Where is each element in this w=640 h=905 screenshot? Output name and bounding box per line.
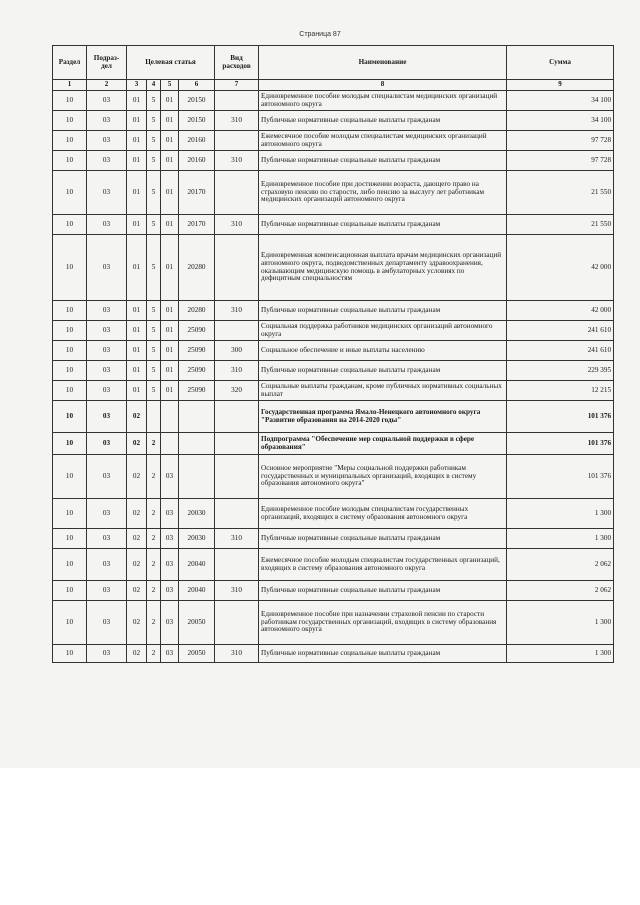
name-cell: Публичные нормативные социальные выплаты гражданам <box>259 361 507 381</box>
header-vid-rashodov: Вид расходов <box>215 46 259 80</box>
direction-code-cell <box>179 455 215 499</box>
column-number: 7 <box>215 80 259 91</box>
sum-cell: 2 062 <box>507 549 614 581</box>
razdel-cell: 10 <box>53 321 87 341</box>
direction-code-cell: 20150 <box>179 91 215 111</box>
table-row <box>53 581 614 601</box>
razdel-cell: 10 <box>53 235 87 301</box>
header-podrazdel: Подраз-дел <box>87 46 127 80</box>
table-row <box>53 455 614 499</box>
direction-code-cell: 20050 <box>179 601 215 645</box>
subprogram-code-cell <box>147 401 161 433</box>
column-number-row <box>53 80 614 91</box>
name-cell: Единовременное пособие при назначении страховой пенсии по старости работникам государственных организаций, входящих в систему образования автономного округа <box>259 601 507 645</box>
podrazdel-cell: 03 <box>87 433 127 455</box>
column-number: 9 <box>507 80 614 91</box>
podrazdel-cell: 03 <box>87 601 127 645</box>
name-cell: Единовременная компенсационная выплата врачам медицинских организаций автономного округа, подведомственных департаменту здравоохранения, оказывающим медицинскую помощь в амбулаторных условиях по дефицитным специальностям <box>259 235 507 301</box>
program-code-cell: 01 <box>127 215 147 235</box>
razdel-cell: 10 <box>53 381 87 401</box>
column-number: 6 <box>179 80 215 91</box>
subprogram-code-cell: 5 <box>147 111 161 131</box>
event-code-cell: 01 <box>161 91 179 111</box>
sum-cell: 34 100 <box>507 111 614 131</box>
event-code-cell: 03 <box>161 645 179 663</box>
subprogram-code-cell: 2 <box>147 455 161 499</box>
direction-code-cell: 20040 <box>179 581 215 601</box>
direction-code-cell: 25090 <box>179 341 215 361</box>
direction-code-cell: 20150 <box>179 111 215 131</box>
subprogram-code-cell: 2 <box>147 601 161 645</box>
page-number: Страница 87 <box>299 31 341 38</box>
podrazdel-cell: 03 <box>87 529 127 549</box>
budget-table <box>52 45 614 663</box>
razdel-cell: 10 <box>53 529 87 549</box>
direction-code-cell: 20160 <box>179 131 215 151</box>
sum-cell: 12 215 <box>507 381 614 401</box>
name-cell: Публичные нормативные социальные выплаты гражданам <box>259 645 507 663</box>
razdel-cell: 10 <box>53 91 87 111</box>
sum-cell: 1 300 <box>507 601 614 645</box>
program-code-cell: 01 <box>127 151 147 171</box>
program-code-cell: 02 <box>127 549 147 581</box>
table-row <box>53 433 614 455</box>
subprogram-code-cell: 2 <box>147 549 161 581</box>
name-cell: Социальные выплаты гражданам, кроме публичных нормативных социальных выплат <box>259 381 507 401</box>
column-number: 2 <box>87 80 127 91</box>
expense-type-cell: 310 <box>215 301 259 321</box>
event-code-cell: 01 <box>161 131 179 151</box>
subprogram-code-cell: 5 <box>147 321 161 341</box>
expense-type-cell: 310 <box>215 529 259 549</box>
name-cell: Единовременное пособие молодым специалистам медицинских организаций автономного округа <box>259 91 507 111</box>
event-code-cell: 03 <box>161 601 179 645</box>
event-code-cell: 01 <box>161 151 179 171</box>
table-row <box>53 529 614 549</box>
direction-code-cell: 25090 <box>179 321 215 341</box>
event-code-cell: 03 <box>161 499 179 529</box>
expense-type-cell <box>215 171 259 215</box>
program-code-cell: 02 <box>127 601 147 645</box>
table-row <box>53 235 614 301</box>
razdel-cell: 10 <box>53 301 87 321</box>
table-row <box>53 301 614 321</box>
razdel-cell: 10 <box>53 361 87 381</box>
name-cell: Публичные нормативные социальные выплаты гражданам <box>259 581 507 601</box>
sum-cell: 97 728 <box>507 131 614 151</box>
sum-cell: 241 610 <box>507 321 614 341</box>
podrazdel-cell: 03 <box>87 455 127 499</box>
subprogram-code-cell: 2 <box>147 433 161 455</box>
name-cell: Подпрограмма "Обеспечение мер социальной поддержки в сфере образования" <box>259 433 507 455</box>
subprogram-code-cell: 5 <box>147 151 161 171</box>
expense-type-cell <box>215 499 259 529</box>
razdel-cell: 10 <box>53 433 87 455</box>
event-code-cell: 01 <box>161 321 179 341</box>
program-code-cell: 01 <box>127 235 147 301</box>
column-number: 4 <box>147 80 161 91</box>
razdel-cell: 10 <box>53 455 87 499</box>
expense-type-cell: 300 <box>215 341 259 361</box>
expense-type-cell: 320 <box>215 381 259 401</box>
sum-cell: 2 062 <box>507 581 614 601</box>
subprogram-code-cell: 5 <box>147 131 161 151</box>
direction-code-cell: 20050 <box>179 645 215 663</box>
expense-type-cell: 310 <box>215 215 259 235</box>
table-row <box>53 151 614 171</box>
event-code-cell: 03 <box>161 581 179 601</box>
subprogram-code-cell: 2 <box>147 529 161 549</box>
event-code-cell <box>161 401 179 433</box>
expense-type-cell: 310 <box>215 581 259 601</box>
name-cell: Публичные нормативные социальные выплаты гражданам <box>259 529 507 549</box>
podrazdel-cell: 03 <box>87 499 127 529</box>
table-row <box>53 381 614 401</box>
name-cell: Ежемесячное пособие молодым специалистам медицинских организаций автономного округа <box>259 131 507 151</box>
direction-code-cell: 20170 <box>179 215 215 235</box>
razdel-cell: 10 <box>53 215 87 235</box>
table-row <box>53 91 614 111</box>
name-cell: Социальное обеспечение и иные выплаты населению <box>259 341 507 361</box>
table-row <box>53 645 614 663</box>
podrazdel-cell: 03 <box>87 235 127 301</box>
expense-type-cell: 310 <box>215 151 259 171</box>
program-code-cell: 01 <box>127 131 147 151</box>
podrazdel-cell: 03 <box>87 381 127 401</box>
razdel-cell: 10 <box>53 645 87 663</box>
podrazdel-cell: 03 <box>87 341 127 361</box>
direction-code-cell: 25090 <box>179 381 215 401</box>
expense-type-cell <box>215 131 259 151</box>
razdel-cell: 10 <box>53 549 87 581</box>
name-cell: Единовременное пособие при достижении возраста, дающего право на страховую пенсию по старости, либо пенсию за выслугу лет работникам медицинских организаций автономного округа <box>259 171 507 215</box>
sum-cell: 21 550 <box>507 215 614 235</box>
program-code-cell: 01 <box>127 321 147 341</box>
direction-code-cell: 25090 <box>179 361 215 381</box>
event-code-cell: 01 <box>161 235 179 301</box>
column-number: 1 <box>53 80 87 91</box>
program-code-cell: 01 <box>127 301 147 321</box>
event-code-cell: 01 <box>161 111 179 131</box>
subprogram-code-cell: 2 <box>147 581 161 601</box>
table-row <box>53 321 614 341</box>
table-row <box>53 601 614 645</box>
sum-cell: 1 300 <box>507 529 614 549</box>
podrazdel-cell: 03 <box>87 171 127 215</box>
podrazdel-cell: 03 <box>87 301 127 321</box>
razdel-cell: 10 <box>53 151 87 171</box>
program-code-cell: 02 <box>127 455 147 499</box>
podrazdel-cell: 03 <box>87 215 127 235</box>
subprogram-code-cell: 5 <box>147 91 161 111</box>
event-code-cell <box>161 433 179 455</box>
expense-type-cell <box>215 433 259 455</box>
program-code-cell: 01 <box>127 171 147 215</box>
sum-cell: 101 376 <box>507 401 614 433</box>
razdel-cell: 10 <box>53 499 87 529</box>
razdel-cell: 10 <box>53 341 87 361</box>
sum-cell: 1 300 <box>507 499 614 529</box>
event-code-cell: 03 <box>161 529 179 549</box>
table-row <box>53 111 614 131</box>
program-code-cell: 02 <box>127 499 147 529</box>
podrazdel-cell: 03 <box>87 401 127 433</box>
podrazdel-cell: 03 <box>87 549 127 581</box>
direction-code-cell: 20280 <box>179 301 215 321</box>
subprogram-code-cell: 2 <box>147 499 161 529</box>
sum-cell: 1 300 <box>507 645 614 663</box>
column-number: 5 <box>161 80 179 91</box>
program-code-cell: 02 <box>127 401 147 433</box>
name-cell: Государственная программа Ямало-Ненецкого автономного округа "Развитие образования на 2014-2020 годы" <box>259 401 507 433</box>
program-code-cell: 01 <box>127 91 147 111</box>
sum-cell: 34 100 <box>507 91 614 111</box>
program-code-cell: 01 <box>127 111 147 131</box>
subprogram-code-cell: 2 <box>147 645 161 663</box>
subprogram-code-cell: 5 <box>147 381 161 401</box>
expense-type-cell <box>215 91 259 111</box>
podrazdel-cell: 03 <box>87 111 127 131</box>
expense-type-cell <box>215 601 259 645</box>
table-row <box>53 341 614 361</box>
direction-code-cell: 20160 <box>179 151 215 171</box>
event-code-cell: 01 <box>161 361 179 381</box>
subprogram-code-cell: 5 <box>147 215 161 235</box>
direction-code-cell <box>179 401 215 433</box>
podrazdel-cell: 03 <box>87 645 127 663</box>
podrazdel-cell: 03 <box>87 321 127 341</box>
sum-cell: 101 376 <box>507 455 614 499</box>
name-cell: Единовременное пособие молодым специалистам государственных организаций, входящих в систему образования автономного округа <box>259 499 507 529</box>
name-cell: Социальная поддержка работников медицинских организаций автономного округа <box>259 321 507 341</box>
expense-type-cell <box>215 321 259 341</box>
subprogram-code-cell: 5 <box>147 235 161 301</box>
subprogram-code-cell: 5 <box>147 361 161 381</box>
expense-type-cell <box>215 401 259 433</box>
program-code-cell: 02 <box>127 581 147 601</box>
razdel-cell: 10 <box>53 171 87 215</box>
expense-type-cell: 310 <box>215 645 259 663</box>
sum-cell: 229 395 <box>507 361 614 381</box>
subprogram-code-cell: 5 <box>147 341 161 361</box>
header-naimenovanie: Наименование <box>259 46 507 80</box>
program-code-cell: 02 <box>127 529 147 549</box>
blank-margin <box>0 768 640 905</box>
podrazdel-cell: 03 <box>87 131 127 151</box>
header-summa: Сумма <box>507 46 614 80</box>
podrazdel-cell: 03 <box>87 361 127 381</box>
subprogram-code-cell: 5 <box>147 171 161 215</box>
column-number: 8 <box>259 80 507 91</box>
event-code-cell: 01 <box>161 215 179 235</box>
direction-code-cell <box>179 433 215 455</box>
event-code-cell: 01 <box>161 341 179 361</box>
table-row <box>53 401 614 433</box>
event-code-cell: 01 <box>161 381 179 401</box>
event-code-cell: 01 <box>161 171 179 215</box>
event-code-cell: 03 <box>161 455 179 499</box>
sum-cell: 42 000 <box>507 235 614 301</box>
sum-cell: 101 376 <box>507 433 614 455</box>
razdel-cell: 10 <box>53 601 87 645</box>
header-razdel: Раздел <box>53 46 87 80</box>
razdel-cell: 10 <box>53 111 87 131</box>
sum-cell: 21 550 <box>507 171 614 215</box>
razdel-cell: 10 <box>53 131 87 151</box>
header-celevaya-statya: Целевая статья <box>127 46 215 80</box>
name-cell: Основное мероприятие "Меры социальной поддержки работникам государственных и муниципальных организаций, входящих в систему образования автономного округа" <box>259 455 507 499</box>
program-code-cell: 01 <box>127 381 147 401</box>
sum-cell: 241 610 <box>507 341 614 361</box>
name-cell: Ежемесячное пособие молодым специалистам государственных организаций, входящих в систему образования автономного округа <box>259 549 507 581</box>
expense-type-cell <box>215 235 259 301</box>
table-row <box>53 171 614 215</box>
name-cell: Публичные нормативные социальные выплаты гражданам <box>259 111 507 131</box>
podrazdel-cell: 03 <box>87 151 127 171</box>
direction-code-cell: 20030 <box>179 499 215 529</box>
table-row <box>53 215 614 235</box>
podrazdel-cell: 03 <box>87 581 127 601</box>
razdel-cell: 10 <box>53 401 87 433</box>
event-code-cell: 03 <box>161 549 179 581</box>
event-code-cell: 01 <box>161 301 179 321</box>
table-row <box>53 361 614 381</box>
column-number: 3 <box>127 80 147 91</box>
expense-type-cell: 310 <box>215 111 259 131</box>
name-cell: Публичные нормативные социальные выплаты гражданам <box>259 215 507 235</box>
program-code-cell: 02 <box>127 645 147 663</box>
program-code-cell: 01 <box>127 361 147 381</box>
table-body <box>53 91 614 663</box>
name-cell: Публичные нормативные социальные выплаты гражданам <box>259 151 507 171</box>
table-row <box>53 499 614 529</box>
podrazdel-cell: 03 <box>87 91 127 111</box>
program-code-cell: 01 <box>127 341 147 361</box>
sum-cell: 42 000 <box>507 301 614 321</box>
direction-code-cell: 20170 <box>179 171 215 215</box>
sum-cell: 97 728 <box>507 151 614 171</box>
direction-code-cell: 20280 <box>179 235 215 301</box>
direction-code-cell: 20040 <box>179 549 215 581</box>
subprogram-code-cell: 5 <box>147 301 161 321</box>
name-cell: Публичные нормативные социальные выплаты гражданам <box>259 301 507 321</box>
expense-type-cell: 310 <box>215 361 259 381</box>
program-code-cell: 02 <box>127 433 147 455</box>
expense-type-cell <box>215 549 259 581</box>
table-row <box>53 549 614 581</box>
direction-code-cell: 20030 <box>179 529 215 549</box>
table-row <box>53 131 614 151</box>
razdel-cell: 10 <box>53 581 87 601</box>
expense-type-cell <box>215 455 259 499</box>
